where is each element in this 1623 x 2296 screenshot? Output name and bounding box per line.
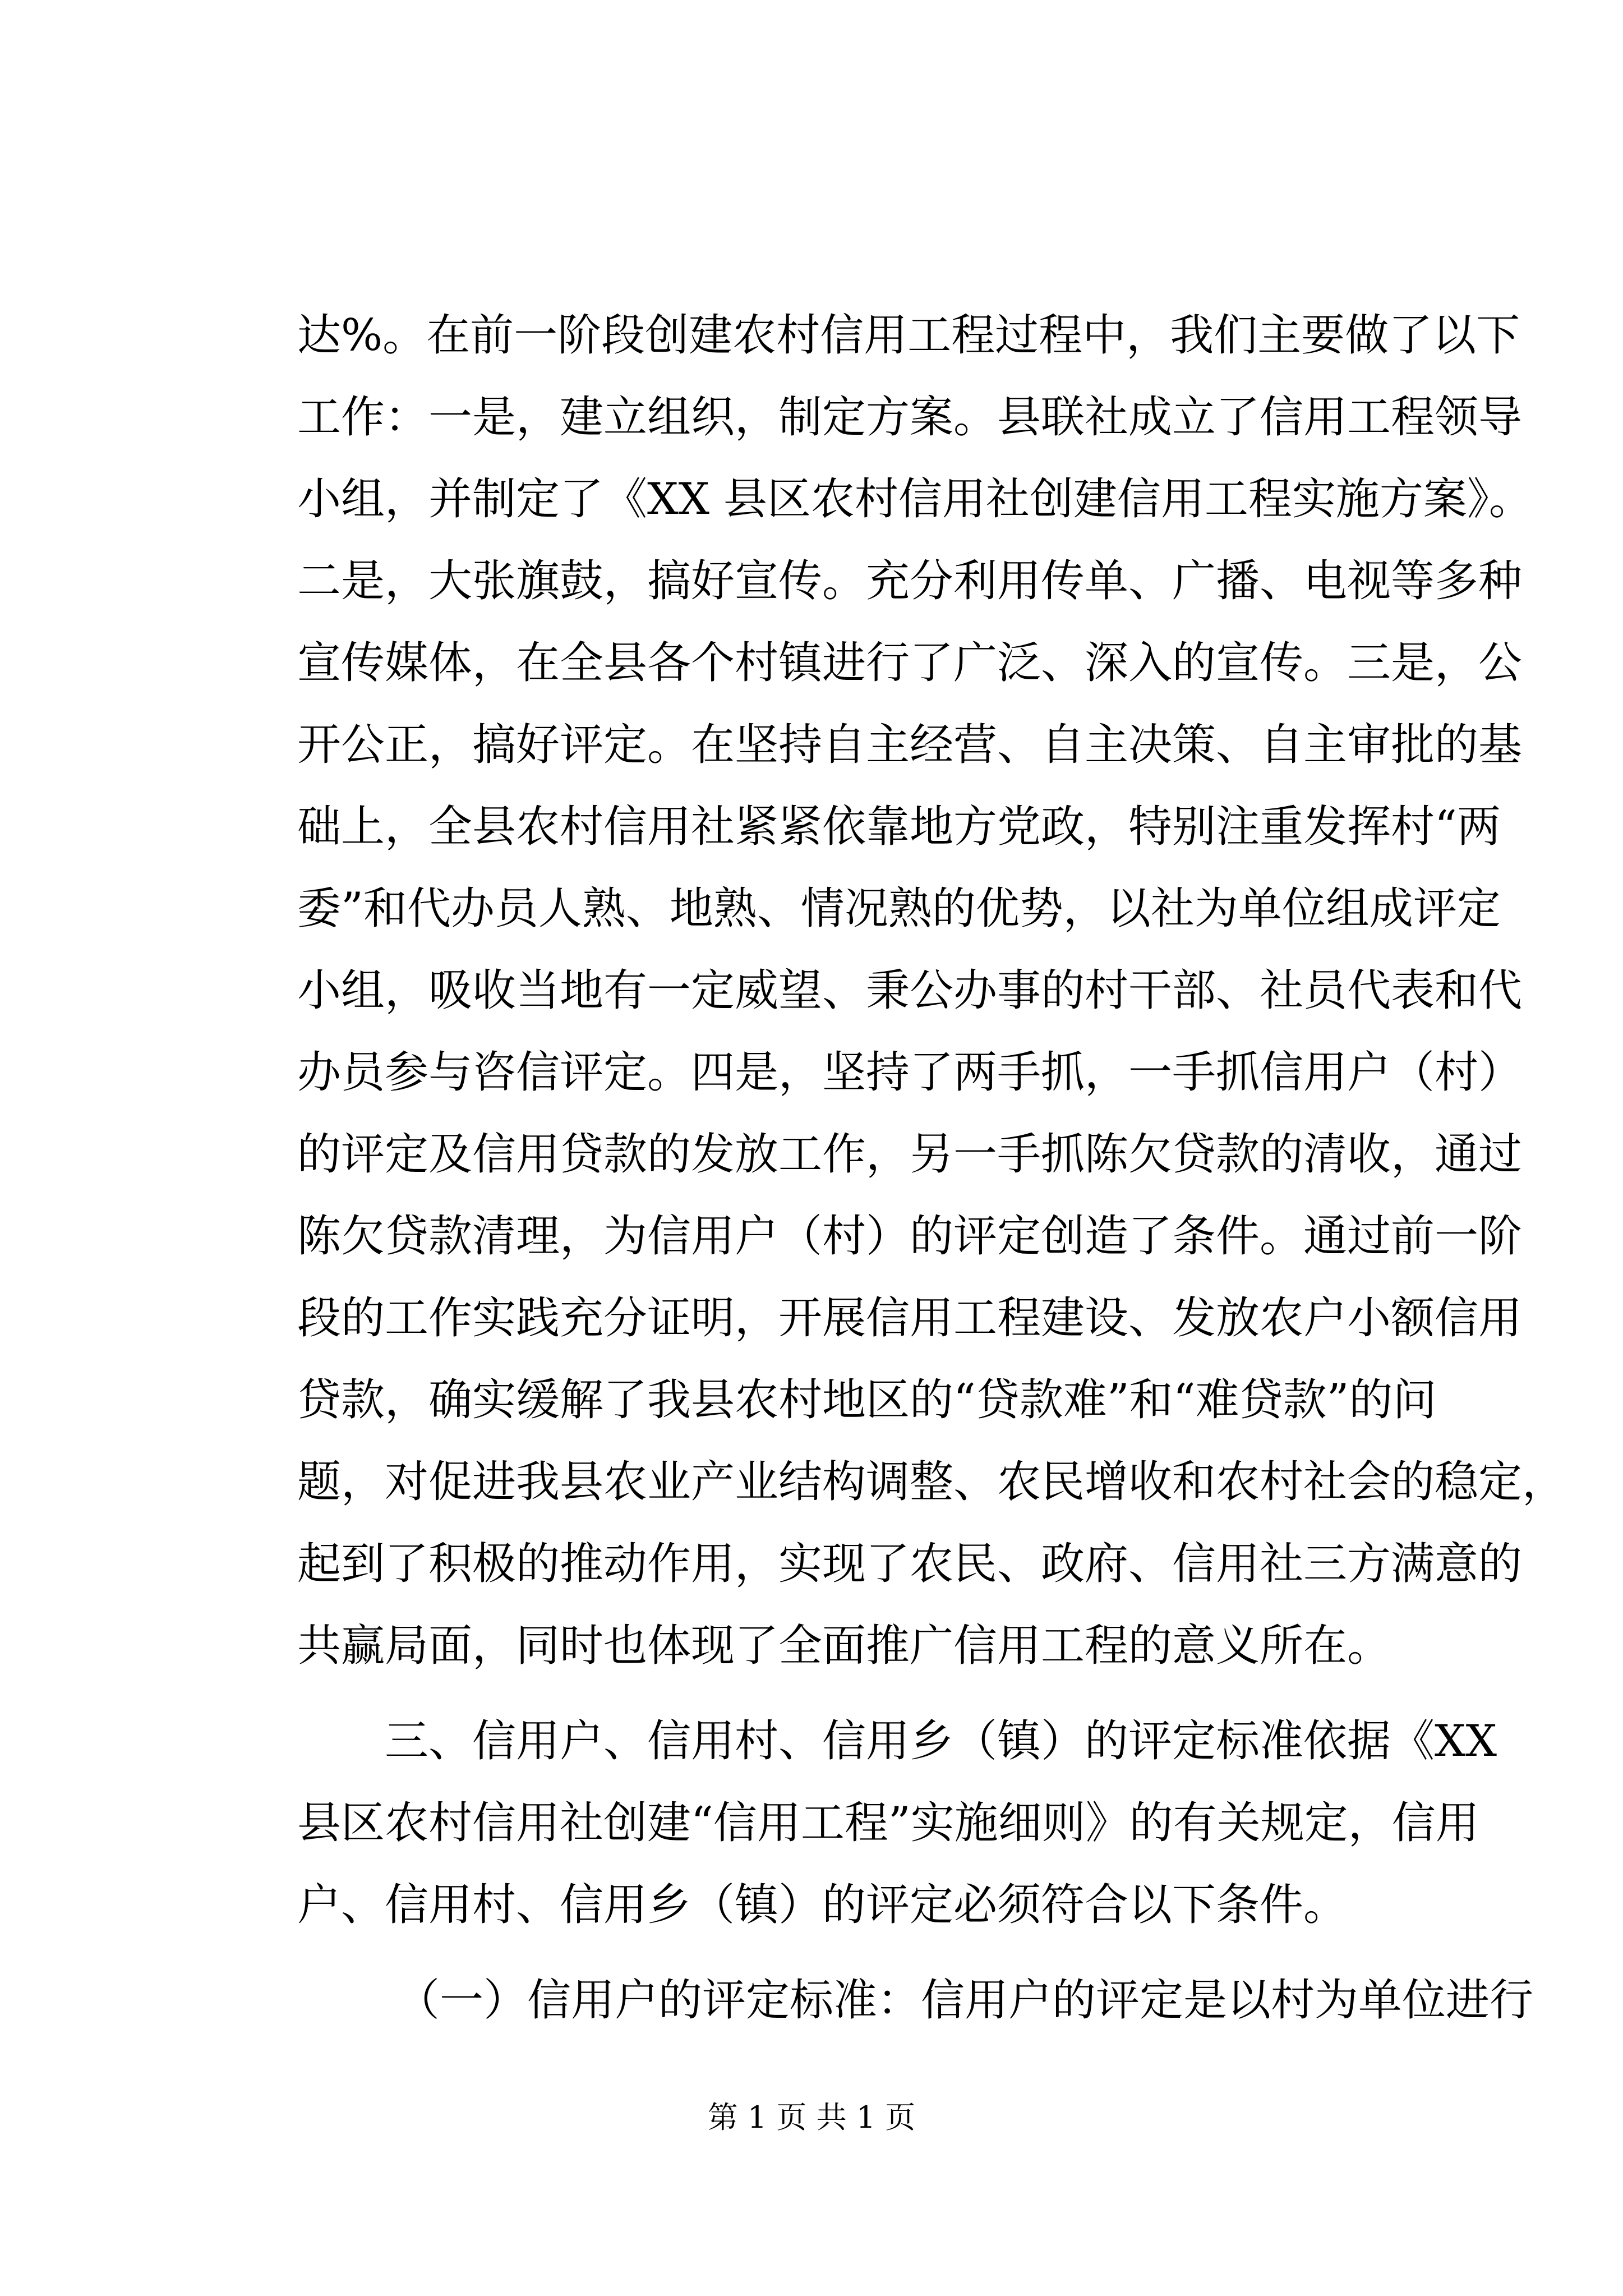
page-number-label: 第 1 页 共 1 页 <box>707 2100 916 2135</box>
text-line: 共赢局面，同时也体现了全面推广信用工程的意义所在。 <box>297 1621 1391 1671</box>
text-line: 达%。在前一阶段创建农村信用工程过程中，我们主要做了以下 <box>297 310 1520 361</box>
text-line: 二是，大张旗鼓，搞好宣传。充分利用传单、广播、电视等多种 <box>297 556 1523 606</box>
text-line: 委”和代办员人熟、地熟、情况熟的优势，以社为单位组成评定 <box>297 884 1501 934</box>
text-line: 户、信用村、信用乡（镇）的评定必须符合以下条件。 <box>297 1880 1348 1930</box>
paragraph-spacer <box>297 1946 1411 1959</box>
text-line: 三、信用户、信用村、信用乡（镇）的评定标准依据《XX <box>385 1716 1497 1766</box>
paragraph-spacer <box>297 1687 1411 1700</box>
paragraph-2 <box>297 1700 1497 1946</box>
text-line: 县区农村信用社创建“信用工程”实施细则》的有关规定，信用 <box>297 1798 1479 1848</box>
text-line: 础上，全县农村信用社紧紧依靠地方党政，特别注重发挥村“两 <box>297 802 1501 852</box>
text-line: 小组，吸收当地有一定威望、秉公办事的村干部、社员代表和代 <box>297 965 1523 1016</box>
text-line: 宣传媒体，在全县各个村镇进行了广泛、深入的宣传。三是，公 <box>297 638 1523 688</box>
text-line: 题，对促进我县农业产业结构调整、农民增收和农村社会的稳定， <box>297 1457 1566 1507</box>
text-line: 贷款，确实缓解了我县农村地区的“贷款难”和“难贷款”的问 <box>297 1375 1437 1425</box>
page-footer <box>0 2098 1623 2137</box>
document-body <box>297 295 1566 2041</box>
text-line: 工作：一是，建立组织，制定方案。县联社成立了信用工程领导 <box>297 392 1523 443</box>
text-line: 小组，并制定了《XX 县区农村信用社创建信用工程实施方案》。 <box>297 474 1533 524</box>
text-line: 起到了积极的推动作用，实现了农民、政府、信用社三方满意的 <box>297 1539 1523 1589</box>
text-line: 陈欠贷款清理，为信用户（村）的评定创造了条件。通过前一阶 <box>297 1211 1523 1262</box>
text-line: 开公正，搞好评定。在坚持自主经营、自主决策、自主审批的基 <box>297 720 1523 770</box>
text-line: 段的工作实践充分证明，开展信用工程建设、发放农户小额信用 <box>297 1293 1523 1343</box>
paragraph-1 <box>297 295 1566 1687</box>
text-line: （一）信用户的评定标准：信用户的评定是以村为单位进行 <box>396 1975 1534 2026</box>
text-line: 办员参与咨信评定。四是，坚持了两手抓，一手抓信用户（村） <box>297 1047 1523 1098</box>
paragraph-3 <box>297 1959 1534 2041</box>
text-line: 的评定及信用贷款的发放工作，另一手抓陈欠贷款的清收，通过 <box>297 1129 1523 1180</box>
